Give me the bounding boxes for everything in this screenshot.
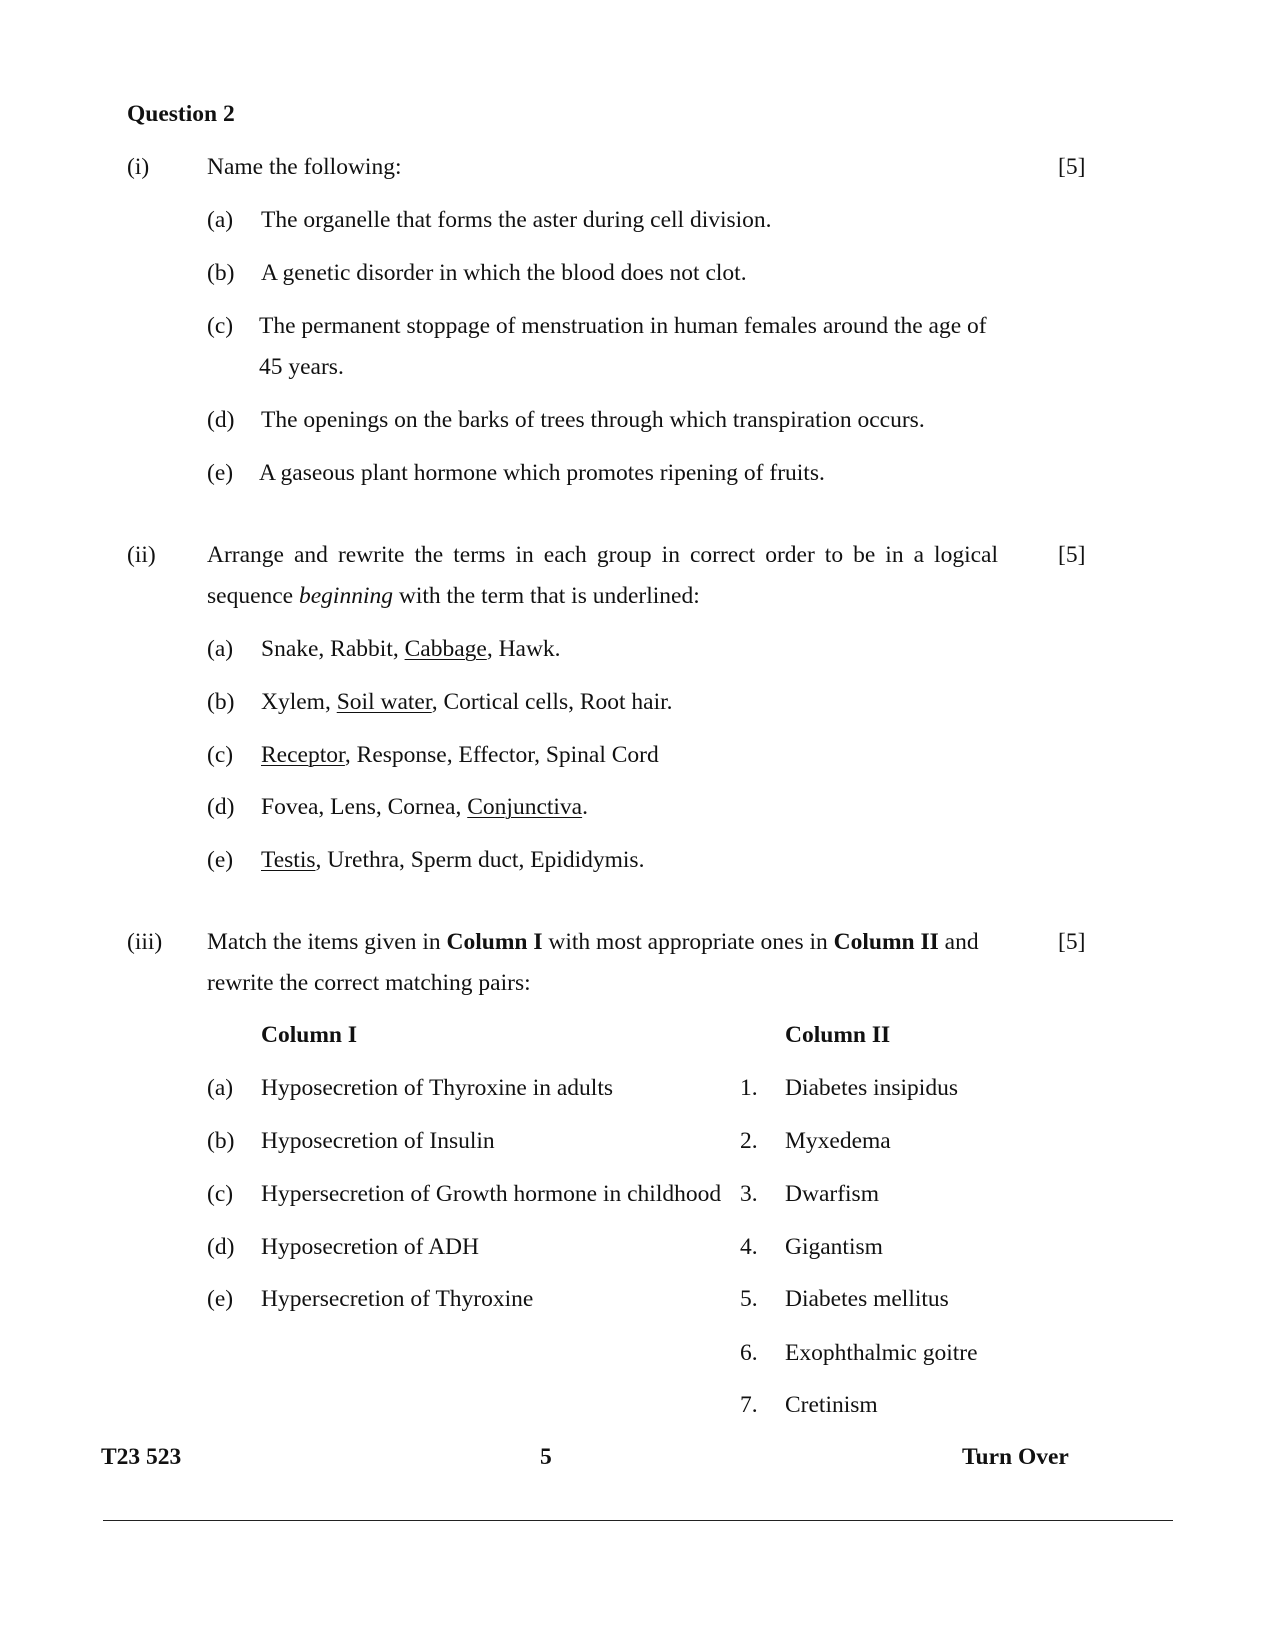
item-number: 2. — [740, 1128, 758, 1154]
part-number: (ii) — [127, 542, 156, 568]
item-label: (e) — [207, 460, 234, 486]
column-i-item: Hyposecretion of Insulin — [261, 1128, 495, 1154]
item-text-continued: 45 years. — [259, 354, 344, 380]
item-label: (d) — [207, 407, 235, 433]
part-instruction-line2: sequence beginning with the term that is underlined: — [207, 583, 700, 609]
column-ii-item: Myxedema — [785, 1128, 891, 1154]
part-instruction: Arrange and rewrite the terms in each group in correct order to be in a logical — [207, 542, 998, 568]
marks: [5] — [1058, 154, 1086, 180]
item-label: (b) — [207, 1128, 235, 1154]
item-label: (e) — [207, 847, 234, 873]
column-ii-item: Gigantism — [785, 1234, 883, 1260]
column-ii-item: Diabetes insipidus — [785, 1075, 958, 1101]
page-number: 5 — [540, 1444, 552, 1470]
emphasis-text: beginning — [299, 583, 393, 609]
underlined-term: Conjunctiva — [467, 794, 583, 820]
item-number: 4. — [740, 1234, 758, 1260]
item-label: (c) — [207, 742, 234, 768]
column-ii-item: Diabetes mellitus — [785, 1286, 949, 1312]
underlined-term: Receptor — [261, 742, 345, 768]
item-label: (a) — [207, 636, 234, 662]
item-text: The permanent stoppage of menstruation in human females around the age of — [259, 313, 987, 339]
column-ii-item: Exophthalmic goitre — [785, 1340, 978, 1366]
column-ref: Column I — [446, 929, 543, 955]
item-text: A gaseous plant hormone which promotes ripening of fruits. — [259, 460, 825, 486]
item-label: (a) — [207, 207, 234, 233]
part-number: (iii) — [127, 929, 163, 955]
item-text: Xylem, Soil water, Cortical cells, Root hair. — [261, 689, 673, 715]
part-instruction: Match the items given in Column I with most appropriate ones in Column II and — [207, 929, 979, 955]
item-label: (c) — [207, 1181, 234, 1207]
item-number: 1. — [740, 1075, 758, 1101]
item-text: The organelle that forms the aster during cell division. — [261, 207, 772, 233]
item-number: 5. — [740, 1286, 758, 1312]
question-title: Question 2 — [127, 101, 235, 127]
item-text: Receptor, Response, Effector, Spinal Cord — [261, 742, 659, 768]
item-label: (a) — [207, 1075, 234, 1101]
underlined-term: Cabbage — [404, 636, 487, 662]
column-ii-item: Dwarfism — [785, 1181, 879, 1207]
part-instruction-line2: rewrite the correct matching pairs: — [207, 970, 531, 996]
turn-over-label: Turn Over — [962, 1444, 1069, 1470]
column-ii-header: Column II — [785, 1022, 891, 1048]
item-text: Snake, Rabbit, Cabbage, Hawk. — [261, 636, 561, 662]
column-ref: Column II — [833, 929, 939, 955]
part-instruction: Name the following: — [207, 154, 402, 180]
footer-divider — [103, 1520, 1173, 1521]
item-text: Fovea, Lens, Cornea, Conjunctiva. — [261, 794, 588, 820]
underlined-term: Soil water — [336, 689, 432, 715]
column-i-item: Hyposecretion of ADH — [261, 1234, 479, 1260]
marks: [5] — [1058, 542, 1086, 568]
item-text: The openings on the barks of trees through which transpiration occurs. — [261, 407, 925, 433]
column-i-item: Hyposecretion of Thyroxine in adults — [261, 1075, 613, 1101]
underlined-term: Testis — [261, 847, 316, 873]
item-label: (b) — [207, 689, 235, 715]
column-ii-item: Cretinism — [785, 1392, 878, 1418]
item-number: 3. — [740, 1181, 758, 1207]
column-i-header: Column I — [261, 1022, 357, 1048]
column-i-item: Hypersecretion of Thyroxine — [261, 1286, 534, 1312]
item-number: 7. — [740, 1392, 758, 1418]
item-label: (d) — [207, 1234, 235, 1260]
item-label: (b) — [207, 260, 235, 286]
column-i-item: Hypersecretion of Growth hormone in childhood — [261, 1181, 722, 1207]
marks: [5] — [1058, 929, 1086, 955]
paper-code: T23 523 — [101, 1444, 182, 1470]
item-label: (e) — [207, 1286, 234, 1312]
item-text: A genetic disorder in which the blood does not clot. — [261, 260, 747, 286]
item-label: (d) — [207, 794, 235, 820]
item-label: (c) — [207, 313, 234, 339]
part-number: (i) — [127, 154, 150, 180]
item-text: Testis, Urethra, Sperm duct, Epididymis. — [261, 847, 645, 873]
item-number: 6. — [740, 1340, 758, 1366]
